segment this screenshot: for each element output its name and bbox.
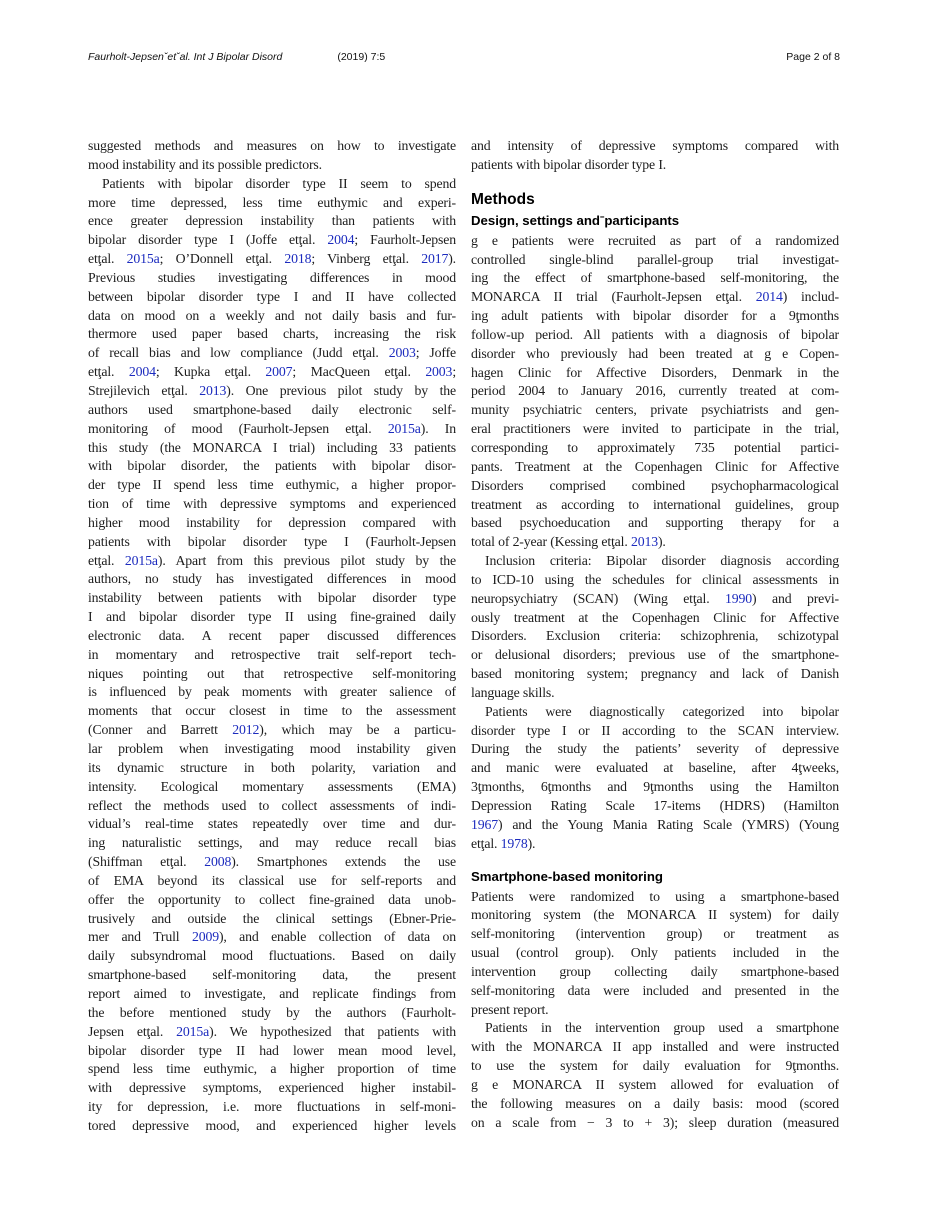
text-line: intensity. Ecological momentary assessments (EMA) [88,778,456,794]
text-line: self-monitoring (intervention group) or treatment as [471,926,839,942]
text-line: total of 2-year (Kessing etţal. 2013). [471,534,666,550]
text-line: MONARCA II trial (Faurholt-Jepsen etţal. 2014) includ- [471,289,839,305]
text-line: (Shiffman etţal. 2008). Smartphones extends the use [88,854,456,870]
text-line: spend less time euthymic, a higher proportion of time [88,1061,456,1077]
citation-link[interactable]: 2013 [199,382,227,398]
citation-link[interactable]: 2014 [755,289,783,305]
text-line: daily subsyndromal mood fluctuations. Based on daily [88,948,456,964]
text-line: bipolar disorder type II had lower mean mood level, [88,1042,456,1058]
running-head-issue: (2019) 7:5 [337,51,386,63]
text-line: Patients were diagnostically categorized into bipolar [485,703,839,719]
citation-link[interactable]: 2015a [176,1023,210,1039]
text-line: self-monitoring data were included and presented in the [471,982,839,998]
text-line: electronic data. A recent paper discussed differences [88,627,456,643]
text-line: etţal. 2004; Kupka etţal. 2007; MacQueen etţal. 2003; [88,364,456,380]
text-line: Jepsen etţal. 2015a). We hypothesized that patients with [88,1023,456,1039]
section-heading: Methods [471,190,535,208]
text-line: the before mentioned study by the authors (Faurholt- [88,1004,456,1020]
text-line: ence greater depression instability than patients with [88,213,456,229]
citation-link[interactable]: 2007 [265,364,293,380]
text-line: ity for depression, i.e. more fluctuations in self-moni- [88,1099,456,1115]
text-line: treatment as according to international guidelines, group [471,496,839,512]
text-line: this study (the MONARCA I trial) including 33 patients [88,439,456,455]
text-line: bipolar disorder type I (Joffe etţal. 2004; Faurholt-Jepsen [88,232,456,248]
citation-link[interactable]: 1978 [500,835,528,851]
text-line: suggested methods and measures on how to investigate [88,138,456,153]
text-line: Depression Rating Scale 17-items (HDRS) (Hamilton [471,798,839,813]
subsection-heading: Design, settings andˉparticipants [471,212,680,228]
text-line: patients with bipolar disorder type I (Faurholt-Jepsen [88,533,456,549]
page-number: Page 2 of 8 [786,51,840,63]
column-left [88,137,456,1136]
text-line: reflect the methods used to collect assessments of indi- [88,797,456,813]
text-line: monitoring of mood (Faurholt-Jepsen etţal. 2015a). In [88,420,456,436]
text-line: (Conner and Barrett 2012), which may be a particu- [88,722,456,738]
text-line: with depressive symptoms, experienced higher instabil- [88,1080,456,1096]
text-line: to use the system for daily evaluation for 9ţmonths. [471,1058,839,1074]
text-line: trusively and outside the clinical settings (Ebner-Prie- [88,910,456,926]
text-line: language skills. [471,684,555,700]
citation-link[interactable]: 1990 [725,590,753,606]
text-line: ing the effect of smartphone-based self-monitoring, the [471,270,839,286]
text-line: period 2004 to January 2016, currently treated at com- [471,383,839,399]
text-line: hagen Clinic for Affective Disorders, Denmark in the [471,364,839,380]
column-right [471,137,839,1136]
running-head-authors: Faurholt-Jepsenˇetˇal. Int J Bipolar Disord [88,51,283,63]
text-line: on a scale from − 3 to + 3); sleep duration (measured [471,1114,839,1130]
text-line: between bipolar disorder type I and II have collected [88,288,456,304]
text-line: niques pointing out that retrospective self-monitoring [88,665,456,681]
text-line: present report. [471,1001,549,1017]
citation-link[interactable]: 2004 [327,232,355,248]
text-line: follow-up period. All patients with a diagnosis of bipolar [471,326,839,342]
citation-link[interactable]: 2003 [425,364,453,380]
text-line: Patients with bipolar disorder type II seem to spend [102,175,456,191]
text-line: disorder type I or II according to the SCAN interview. [471,722,839,738]
citation-link[interactable]: 2015a [126,251,160,267]
text-line: ously treatment at the Copenhagen Clinic for Affective [471,609,839,625]
text-line: instability between patients with bipolar disorder type [88,590,456,606]
text-line: 1967) and the Young Mania Rating Scale (YMRS) (Young [471,816,839,832]
text-line: or delusional disorders; previous use of the smartphone- [471,647,839,663]
text-line: I and bipolar disorder type II using fine-grained daily [88,609,456,625]
text-line: offer the opportunity to collect fine-grained data unob- [88,891,456,907]
citation-link[interactable]: 2017 [421,251,449,267]
text-line: Disorders. Exclusion criteria: schizophrenia, schizotypal [471,628,839,644]
text-line: der type II spend less time euthymic, a higher propor- [88,477,456,493]
text-line: mer and Trull 2009), and enable collection of data on [88,929,456,945]
text-line: is influenced by peak moments with greater salience of [88,684,456,700]
text-line: report aimed to investigate, and replicate findings from [88,985,456,1001]
citation-link[interactable]: 2012 [232,722,260,738]
text-line: Patients were randomized to using a smartphone-based [471,888,839,904]
text-line: monitoring system (the MONARCA II system) for daily [471,907,839,923]
text-line: eral practitioners were invited to participate in the trial, [471,421,839,437]
text-line: etţal. 2015a). Apart from this previous pilot study by the [88,552,456,568]
text-line: Inclusion criteria: Bipolar disorder diagnosis according [485,553,839,569]
citation-link[interactable]: 2018 [284,251,312,267]
text-line: thermore used paper based charts, increasing the risk [88,326,456,342]
text-line: Disorders comprised combined psychopharmacological [471,477,839,493]
text-line: the following measures on a daily basis: mood (scored [471,1095,839,1111]
text-line: of EMA beyond its classical use for self-reports and [88,872,456,888]
text-line: to ICD-10 using the schedules for clinical assessments in [471,571,839,587]
citation-link[interactable]: 2013 [630,534,658,550]
page-header [88,51,840,63]
text-line: of recall bias and low compliance (Judd etţal. 2003; Joffe [88,345,456,361]
text-line: Patients in the intervention group used a smartphone [485,1020,839,1036]
text-line: its dynamic structure in both polarity, variation and [88,759,456,775]
text-line: with bipolar disorder, the patients with bipolar disor- [88,458,456,474]
text-line: moments that occur closest in time to the assessment [88,703,456,719]
article-body [88,137,839,1136]
text-line: etţal. 2015a; O’Donnell etţal. 2018; Vinberg etţal. 2017). [88,251,456,267]
text-line: controlled single-blind parallel-group trial investigat- [471,251,839,267]
text-line: neuropsychiatry (SCAN) (Wing etţal. 1990) and previ- [471,590,839,606]
text-line: data on mood on a weekly and not daily basis and fur- [88,307,456,323]
text-line: g e MONARCA II system allowed for evaluation of [471,1076,839,1092]
text-line: lar problem when investigating mood instability given [88,741,456,756]
text-line: munity psychiatric centers, private psychiatrists and gen- [471,402,839,418]
text-line: etţal. 1978). [471,835,536,851]
subsection-heading: Smartphone-based monitoring [471,868,663,884]
text-line: disorder who previously had been treated at g e Copen- [471,345,839,361]
text-line: intervention group collecting daily smartphone-based [471,963,839,979]
text-line: 3ţmonths, 6ţmonths and 9ţmonths using the Hamilton [471,779,839,795]
text-line: ing adult patients with bipolar disorder for a 9ţmonths [471,308,839,324]
text-line: vidual’s real-time states repeatedly over time and dur- [88,816,456,832]
text-line: authors, no study has investigated differences in mood [88,571,456,587]
citation-link[interactable]: 2015a [124,552,158,568]
citation-link[interactable]: 1967 [471,816,498,832]
citation-link[interactable]: 2004 [128,364,156,380]
text-line: pants. Treatment at the Copenhagen Clinic for Affective [471,458,839,474]
citation-link[interactable]: 2009 [191,929,219,945]
text-line: tion of time with depressive symptoms and experienced [88,496,456,512]
text-line: more time depressed, less time euthymic and experi- [88,194,456,210]
text-line: usual (control group). Only patients included in the [471,945,839,961]
text-line: and manic were evaluated at baseline, after 4ţweeks, [471,760,839,776]
text-line: Previous studies investigating differences in mood [88,269,456,285]
text-line: based monitoring system; pregnancy and lack of Danish [471,666,839,682]
text-line: smartphone-based self-monitoring data, the present [88,967,456,983]
text-line: and intensity of depressive symptoms compared with [471,138,839,153]
text-line: tored depressive mood, and experienced higher levels [88,1117,456,1133]
text-line: higher mood instability for depression compared with [88,514,456,530]
text-line: based psychoeducation and supporting therapy for a [471,515,839,531]
text-line: in momentary and retrospective trait self-report tech- [88,646,456,662]
text-line: patients with bipolar disorder type I. [471,156,667,172]
text-line: with the MONARCA II app installed and were instructed [471,1039,839,1055]
text-line: authors used smartphone-based daily electronic self- [88,401,456,417]
citation-link[interactable]: 2008 [204,854,232,870]
text-line: g e patients were recruited as part of a randomized [471,232,839,248]
text-line: Strejilevich etţal. 2013). One previous pilot study by the [88,382,456,398]
running-head [88,51,385,63]
text-line: During the study the patients’ severity of depressive [471,741,839,757]
text-line: ing naturalistic settings, and may reduce recall bias [88,835,456,851]
text-line: mood instability and its possible predictors. [88,156,322,172]
citation-link[interactable]: 2003 [388,345,416,361]
text-line: corresponding to approximately 735 potential partici- [471,439,839,455]
citation-link[interactable]: 2015a [387,420,421,436]
